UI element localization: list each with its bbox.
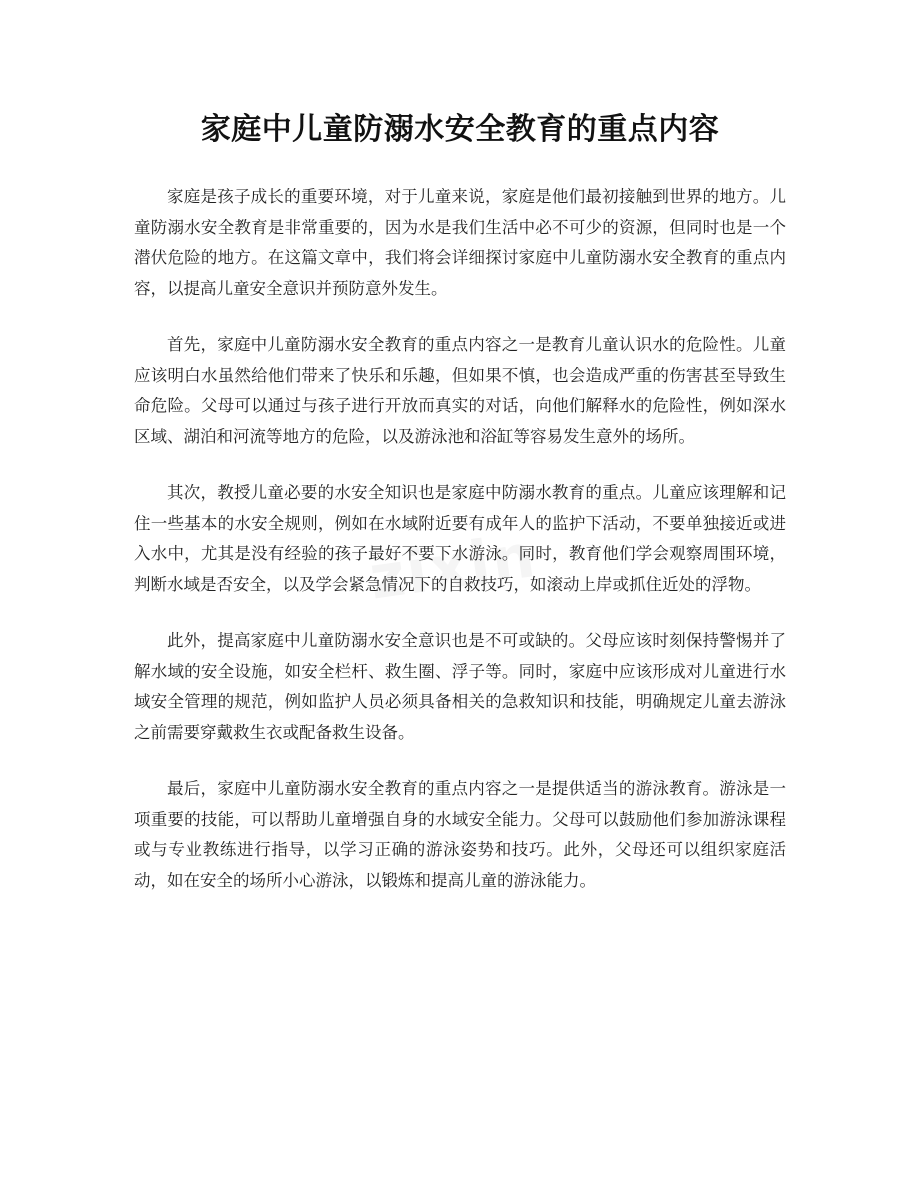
paragraph-first: 首先，家庭中儿童防溺水安全教育的重点内容之一是教育儿童认识水的危险性。儿童应该明白水虽然给他们带来了快乐和乐趣，但如果不慎，也会造成严重的伤害甚至导致生命危险。父母可以通过与孩子进行开放而真实的对话，向他们解释水的危险性，例如深水区域、湖泊和河流等地方的危险，以及游泳池和浴缸等容易发生意外的场所。	[134, 335, 786, 446]
paragraph-additional: 此外，提高家庭中儿童防溺水安全意识也是不可或缺的。父母应该时刻保持警惕并了解水域的安全设施，如安全栏杆、救生圈、浮子等。同时，家庭中应该形成对儿童进行水域安全管理的规范，例如监护人员必须具备相关的急救知识和技能，明确规定儿童去游泳之前需要穿戴救生衣或配备救生设备。	[134, 631, 786, 742]
paragraph-intro: 家庭是孩子成长的重要环境，对于儿童来说，家庭是他们最初接触到世界的地方。儿童防溺水安全教育是非常重要的，因为水是我们生活中必不可少的资源，但同时也是一个潜伏危险的地方。在这篇文章中，我们将会详细探讨家庭中儿童防溺水安全教育的重点内容，以提高儿童安全意识并预防意外发生。	[134, 187, 786, 298]
paragraph-second: 其次，教授儿童必要的水安全知识也是家庭中防溺水教育的重点。儿童应该理解和记住一些基本的水安全规则，例如在水域附近要有成年人的监护下活动，不要单独接近或进入水中，尤其是没有经验的孩子最好不要下水游泳。同时，教育他们学会观察周围环境，判断水域是否安全，以及学会紧急情况下的自救技巧，如滚动上岸或抓住近处的浮物。	[134, 483, 786, 594]
document-body	[134, 182, 786, 922]
document-title: 家庭中儿童防溺水安全教育的重点内容	[200, 112, 720, 147]
watermark: zixin	[365, 520, 542, 614]
paragraph-final: 最后，家庭中儿童防溺水安全教育的重点内容之一是提供适当的游泳教育。游泳是一项重要的技能，可以帮助儿童增强自身的水域安全能力。父母可以鼓励他们参加游泳课程或与专业教练进行指导，以学习正确的游泳姿势和技巧。此外，父母还可以组织家庭活动，如在安全的场所小心游泳，以锻炼和提高儿童的游泳能力。	[134, 779, 786, 890]
